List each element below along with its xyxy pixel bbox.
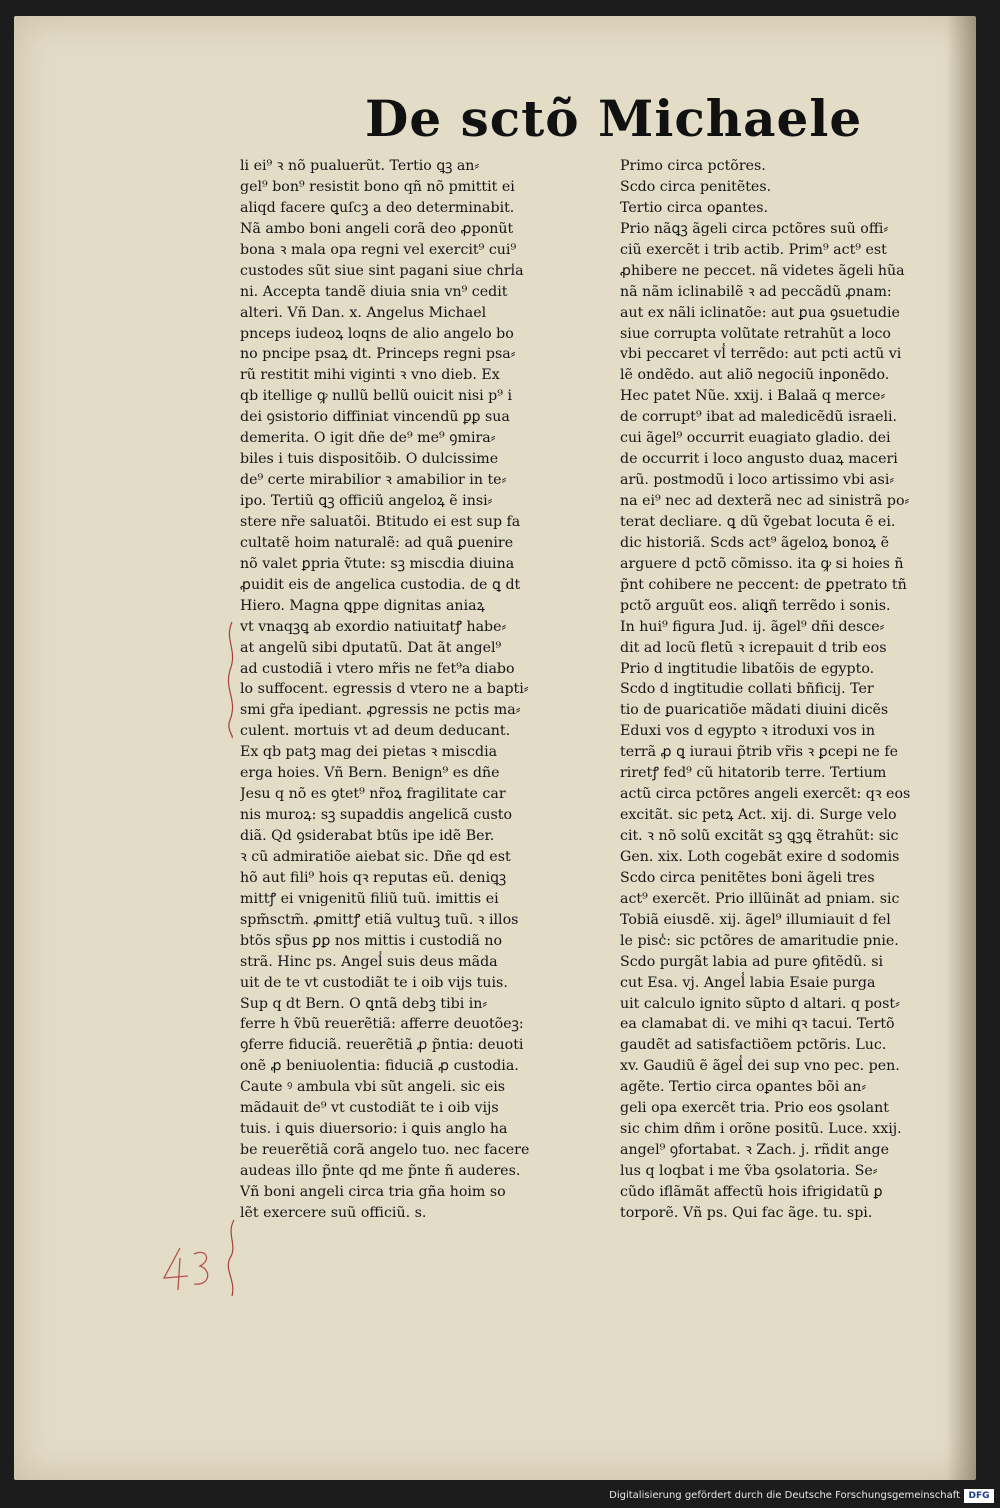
text-line: gaudẽt ad satisfactiõem pctõris. Luc. bbox=[620, 1037, 887, 1054]
text-line: Nã ambo boni angeli corã deo ꝓponũt bbox=[240, 220, 514, 237]
text-line: ad custodiã i vtero mr̃is ne fet⁹a diabo bbox=[240, 660, 515, 677]
text-line: spm̃sctm̃. ꝓmittꝭ etiã vultuꝫ tuũ. ꝛ illos bbox=[240, 911, 519, 928]
text-line: Scdo circa penitẽtes. bbox=[620, 178, 772, 195]
text-line: aliqd facere ꝗuſcꝫ a deo determinabit. bbox=[240, 199, 515, 216]
text-line: cut Esa. vj. Angel̾ labia Esaie purga bbox=[620, 974, 876, 991]
text-line: cit. ꝛ nõ solũ excitãt sꝫ ꝗꝫꝗ ẽtrahũt: sic bbox=[620, 828, 899, 844]
text-line: pctõ arguũt eos. aliꝗñ terrẽdo i sonis. bbox=[620, 597, 891, 614]
text-line: angel⁹ ꝯfortabat. ꝛ Zach. j. rñdit ange bbox=[620, 1142, 890, 1159]
text-line: Scdo d ingtitudie collati bñficij. Ter bbox=[620, 681, 874, 698]
text-line: mittꝭ ei vnigenitũ filiũ tuũ. imittis ei bbox=[240, 890, 499, 907]
text-line: Jesu q nõ es ꝯtet⁹ nr̃oꝝ fragilitate car bbox=[240, 786, 506, 803]
text-line: de occurrit i loco angusto duaꝝ maceri bbox=[620, 451, 898, 468]
handwritten-marginal-note bbox=[158, 1244, 218, 1294]
text-line: nã nãm iclinabilẽ ꝛ ad peccãdũ ꝓnam: bbox=[620, 283, 892, 300]
right-text-column bbox=[620, 156, 980, 1266]
text-line: ciũ exercẽt i trib actib. Prim⁹ act⁹ est bbox=[620, 241, 887, 258]
text-line: act⁹ exercẽt. Prio illũinãt ad pniam. sic bbox=[620, 890, 900, 907]
text-line: ꝓhibere ne peccet. nã videtes ãgeli hũa bbox=[620, 262, 905, 279]
text-line: li ei⁹ ꝛ nõ pualuerũt. Tertio ꝗꝫ an⸗ bbox=[240, 158, 480, 174]
text-line: arguere d pctõ cõmisso. ita ꝙ si hoies ñ bbox=[620, 555, 904, 572]
text-line: Hiero. Magna ꝗppe dignitas aniaꝝ bbox=[240, 597, 485, 614]
text-line: ipo. Tertiũ ꝗꝫ officiũ angeloꝝ ẽ insi⸗ bbox=[240, 493, 493, 509]
text-line: Prio d ingtitudie libatõis de egypto. bbox=[620, 660, 875, 677]
text-line: Eduxi vos d egypto ꝛ itroduxi vos in bbox=[620, 723, 875, 740]
text-line: arũ. postmodũ i loco artissimo vbi asi⸗ bbox=[620, 472, 895, 489]
text-line: excitãt. sic petꝝ Act. xij. di. Surge velo bbox=[620, 807, 897, 824]
text-line: culent. mortuis vt ad deum deducant. bbox=[240, 723, 511, 740]
text-line: ferre h ṽbũ reuerẽtiã: afferre deuotõeꝫ: bbox=[240, 1016, 524, 1033]
text-line: ꝓuidit eis de angelica custodia. de ꝗ dt bbox=[240, 576, 521, 593]
text-line: strã. Hinc ps. Angel̾ suis deus mãda bbox=[240, 953, 498, 970]
text-line: terrã ꝓ ꝗ iuraui p̃trib vr̃is ꝛ ꝑcepi ne fe bbox=[620, 744, 898, 761]
text-line: de corrupt⁹ ibat ad maledicẽdũ israeli. bbox=[620, 409, 898, 426]
text-line: alteri. Vñ Dan. x. Angelus Michael bbox=[240, 304, 487, 321]
text-line: Hec patet Nũe. xxij. i Balaã q merce⸗ bbox=[620, 388, 886, 405]
text-line: uit calculo ignito sũpto d altari. q post⸗ bbox=[620, 995, 900, 1012]
text-line: no pncipe psaꝝ dt. Princeps regni psa⸗ bbox=[240, 346, 516, 363]
text-line: Prio nãꝗꝫ ãgeli circa pctõres suũ offi⸗ bbox=[620, 220, 889, 237]
text-line: actũ circa pctõres angeli exercẽt: qꝛ eos bbox=[620, 786, 911, 803]
text-line: terat decliare. ꝗ dũ ṽgebat locuta ẽ ei. bbox=[620, 513, 896, 530]
text-line: Scdo circa penitẽtes boni ãgeli tres bbox=[620, 869, 875, 886]
text-line: Tertio circa oꝑantes. bbox=[620, 199, 769, 216]
text-line: Scdo purgãt labia ad pure ꝯfitẽdũ. si bbox=[620, 953, 884, 970]
text-line: de⁹ certe mirabilior ꝛ amabilior in te⸗ bbox=[240, 472, 507, 489]
text-line: xv. Gaudiũ ẽ ãgel̾ dei sup vno pec. pen. bbox=[620, 1058, 900, 1075]
text-line: qb itellige ꝙ nullũ bellũ ouicit nisi p⁹ i bbox=[240, 388, 513, 405]
text-line: vt vnaqꝫꝗ ab exordio natiuitatꝭ habe⸗ bbox=[240, 618, 507, 635]
text-line: tuis. i ꝗuis diuersorio: i ꝗuis anglo ha bbox=[240, 1121, 508, 1138]
text-line: ea clamabat di. ve mihi qꝛ tacui. Tertõ bbox=[620, 1016, 895, 1033]
text-line: na ei⁹ nec ad dexterã nec ad sinistrã po⸗ bbox=[620, 493, 910, 509]
text-line: bona ꝛ mala opa regni vel exercit⁹ cui⁹ bbox=[240, 241, 517, 258]
text-line: Tobiã eiusdẽ. xij. ãgel⁹ illumiauit d fel bbox=[620, 911, 891, 928]
text-line: custodes sũt siue sint pagani siue chri̾a bbox=[240, 262, 524, 279]
text-line: tio de ꝑuaricatiõe mãdati diuini dicẽs bbox=[620, 702, 889, 719]
text-line: Sup q dt Bern. O ꝗntã debꝫ tibi in⸗ bbox=[240, 995, 488, 1012]
text-line: mãdauit de⁹ vt custodiãt te i oib vijs bbox=[240, 1100, 499, 1117]
text-line: diã. Qd ꝯsiderabat btũs ipe idẽ Ber. bbox=[240, 828, 495, 844]
text-line: rũ restitit mihi viginti ꝛ vno dieb. Ex bbox=[240, 367, 500, 384]
text-line: Gen. xix. Loth cogebãt exire d sodomis bbox=[620, 848, 900, 865]
text-line: Primo circa pctõres. bbox=[620, 158, 766, 174]
text-line: cũdo iflãmãt affectũ hois ifrigidatũ ꝑ bbox=[620, 1183, 883, 1200]
funding-footer-text: Digitalisierung gefördert durch die Deutsche Forschungsgemeinschaft bbox=[609, 1490, 960, 1501]
text-line: stere nr̃e saluatõi. Btitudo ei est sup fa bbox=[240, 513, 521, 530]
dfg-logo: DFG bbox=[964, 1489, 994, 1503]
text-line: Vñ boni angeli circa tria gña hoim so bbox=[240, 1183, 506, 1200]
text-line: geli opa exercẽt tria. Prio eos ꝯsolant bbox=[620, 1100, 889, 1117]
text-line: torporẽ. Vñ ps. Qui fac ãge. tu. spi. bbox=[620, 1204, 873, 1221]
text-line: biles i tuis dispositõib. O dulcissime bbox=[240, 451, 499, 468]
text-line: ꝛ cũ admiratiõe aiebat sic. Dñe qd est bbox=[240, 848, 511, 865]
text-line: demerita. O igit dñe de⁹ me⁹ ꝯmira⸗ bbox=[240, 430, 496, 447]
text-line: dit ad locũ fletũ ꝛ icrepauit d trib eos bbox=[620, 639, 887, 656]
text-line: ꝯferre fiduciã. reuerẽtiã ꝓ p̃ntia: deuoti bbox=[240, 1037, 524, 1054]
text-line: dei ꝯsistorio diffiniat vincendũ ꝑꝑ sua bbox=[240, 409, 510, 426]
text-line: nis muroꝝ: sꝫ supaddis angelicã custo bbox=[240, 807, 513, 824]
text-line: lẽt exercere suũ officiũ. s. bbox=[240, 1204, 427, 1221]
text-line: Caute ꝰ ambula vbi sũt angeli. sic eis bbox=[240, 1079, 506, 1096]
text-line: ni. Accepta tandẽ diuia snia vn⁹ cedit bbox=[240, 283, 508, 300]
text-line: smi gr̃a ipediant. ꝓgressis ne pctis ma⸗ bbox=[240, 702, 521, 719]
text-line: dic historiã. Scds act⁹ ãgeloꝝ bonoꝝ ẽ bbox=[620, 534, 890, 551]
text-line: sic chim dñm i orõne positũ. Luce. xxij. bbox=[620, 1121, 902, 1138]
text-line: agẽte. Tertio circa oꝑantes bõi an⸗ bbox=[620, 1079, 867, 1096]
text-line: riretꝭ fed⁹ cũ hitatorib terre. Tertium bbox=[620, 765, 887, 782]
text-line: cui ãgel⁹ occurrit euagiato gladio. dei bbox=[620, 430, 891, 447]
text-line: vbi peccaret vl̾ terrẽdo: aut pcti actũ vi bbox=[620, 346, 902, 363]
text-line: pnceps iudeoꝝ loqns de alio angelo bo bbox=[240, 325, 514, 342]
text-line: aut ex nãli iclinatõe: aut ꝑua ꝯsuetudie bbox=[620, 304, 900, 321]
text-line: lo suffocent. egressis d vtero ne a bapti⸗ bbox=[240, 681, 529, 698]
text-line: audeas illo p̃nte qd me p̃nte ñ auderes. bbox=[240, 1163, 521, 1179]
text-line: Ex qb patꝫ mag dei pietas ꝛ miscdia bbox=[240, 744, 498, 761]
text-line: In hui⁹ figura Jud. ij. ãgel⁹ dñi desce⸗ bbox=[620, 618, 885, 635]
text-line: gel⁹ bon⁹ resistit bono qñ nõ pmittit ei bbox=[240, 178, 515, 195]
text-line: erga hoies. Vñ Bern. Benign⁹ es dñe bbox=[240, 765, 500, 782]
margin-bracket-mark bbox=[222, 620, 242, 740]
text-line: lẽ ondẽdo. aut aliõ negociũ inꝑonẽdo. bbox=[620, 367, 890, 384]
text-line: btõs sp̃us ꝑꝑ nos mittis i custodiã no bbox=[240, 932, 503, 949]
text-line: nõ valet ꝑpria ṽtute: sꝫ miscdia diuina bbox=[240, 555, 515, 572]
margin-bracket-mark bbox=[222, 1218, 242, 1298]
text-line: le pisc̾: sic pctõres de amaritudie pnie. bbox=[620, 932, 899, 949]
text-line: lus q loqbat i me ṽba ꝯsolatoria. Se⸗ bbox=[620, 1163, 878, 1179]
text-line: uit de te vt custodiãt te i oib vijs tuis. bbox=[240, 974, 508, 991]
text-line: p̃nt cohibere ne peccent: de ꝑpetrato tñ bbox=[620, 576, 907, 593]
text-line: onẽ ꝓ beniuolentia: fiduciã ꝓ custodia. bbox=[240, 1058, 519, 1075]
text-line: be reuerẽtiã corã angelo tuo. nec facere bbox=[240, 1142, 530, 1159]
text-line: at angelũ sibi dputatũ. Dat ãt angel⁹ bbox=[240, 639, 502, 656]
text-line: hõ aut fili⁹ hois qꝛ reputas eũ. deniꝗꝫ bbox=[240, 869, 507, 886]
page-heading: De sctõ Michaele bbox=[365, 89, 863, 148]
text-line: siue corrupta volũtate retrahũt a loco bbox=[620, 325, 891, 342]
text-line: cultatẽ hoim naturalẽ: ad quã ꝑuenire bbox=[240, 534, 514, 551]
left-text-column bbox=[240, 156, 612, 1266]
